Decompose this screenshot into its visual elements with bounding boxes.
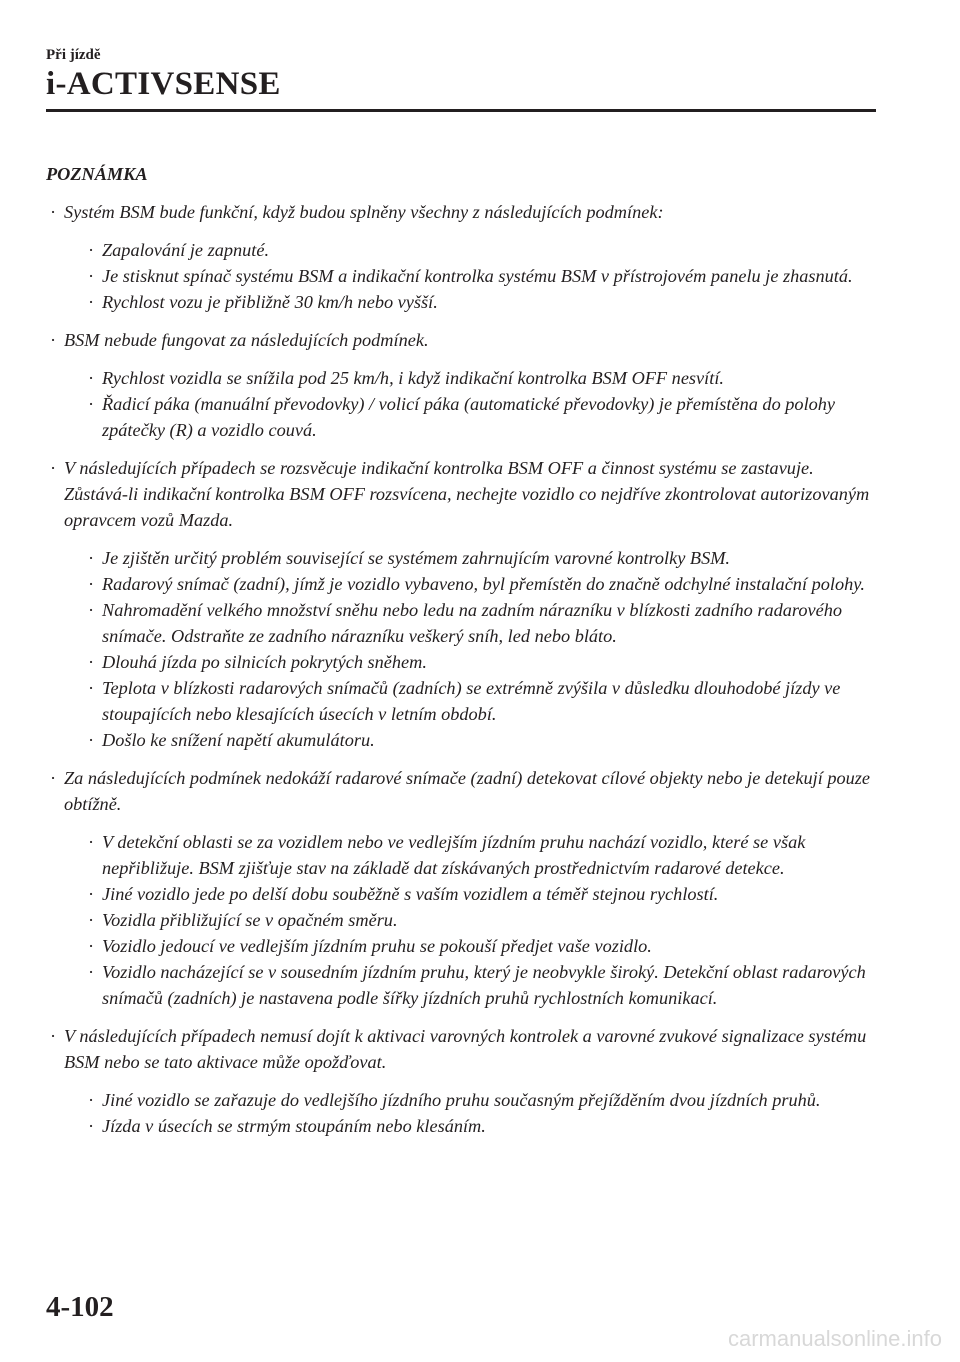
- sub-item: [64, 727, 876, 753]
- sub-item-text: Vozidla přibližující se v opačném směru.: [102, 910, 398, 930]
- sub-item-text: Vozidlo jedoucí ve vedlejším jízdním pruhu se pokouší předjet vaše vozidlo.: [102, 936, 652, 956]
- sub-item: [64, 365, 876, 391]
- sub-item: [64, 829, 876, 881]
- sub-item: [64, 1087, 876, 1113]
- sub-list: [64, 365, 876, 443]
- sub-item-text: Řadicí páka (manuální převodovky) / volicí páka (automatické převodovky) je přemístěna do polohy zpátečky (R) a vozidlo couvá.: [102, 394, 836, 440]
- bullet-icon: ·: [88, 266, 95, 286]
- note-item: [46, 327, 876, 443]
- note-item-text: BSM nebude fungovat za následujících podmínek.: [64, 330, 429, 350]
- sub-item: [64, 597, 876, 649]
- sub-item-text: Teplota v blízkosti radarových snímačů (zadních) se extrémně zvýšila v důsledku dlouhodobé jízdy ve stoupajících nebo klesajících úsecích v letním období.: [102, 678, 841, 724]
- sub-item: [64, 959, 876, 1011]
- sub-item-text: Došlo ke snížení napětí akumulátoru.: [102, 730, 375, 750]
- bullet-icon: ·: [88, 548, 95, 568]
- sub-item: [64, 289, 876, 315]
- sub-list: [64, 829, 876, 1011]
- sub-item-text: Radarový snímač (zadní), jímž je vozidlo vybaveno, byl přemístěn do značně odchylné instalační polohy.: [102, 574, 865, 594]
- watermark: carmanualsonline.info: [727, 1326, 942, 1351]
- sub-item: [64, 907, 876, 933]
- bullet-icon: ·: [88, 832, 95, 852]
- sub-item-text: Rychlost vozu je přibližně 30 km/h nebo vyšší.: [102, 292, 438, 312]
- bullet-icon: ·: [50, 768, 57, 788]
- bullet-icon: ·: [88, 884, 95, 904]
- sub-item: [64, 391, 876, 443]
- note-item: [46, 455, 876, 753]
- sub-list: [64, 545, 876, 753]
- sub-item: [64, 263, 876, 289]
- bullet-icon: ·: [88, 1090, 95, 1110]
- bullet-icon: ·: [88, 936, 95, 956]
- sub-item: [64, 545, 876, 571]
- note-item-text: Za následujících podmínek nedokáží radarové snímače (zadní) detekovat cílové objekty nebo je detekují pouze obtížně.: [64, 768, 870, 814]
- bullet-icon: ·: [88, 730, 95, 750]
- bullet-icon: ·: [88, 240, 95, 260]
- section-label: Při jízdě: [46, 47, 101, 63]
- sub-item: [64, 675, 876, 727]
- bullet-icon: ·: [88, 600, 95, 620]
- bullet-icon: ·: [50, 458, 57, 478]
- sub-item: [64, 571, 876, 597]
- sub-item-text: Dlouhá jízda po silnicích pokrytých sněhem.: [102, 652, 427, 672]
- sub-item: [64, 933, 876, 959]
- sub-item-text: Jiné vozidlo se zařazuje do vedlejšího jízdního pruhu současným přejížděním dvou jízdních pruhů.: [102, 1090, 821, 1110]
- sub-item-text: Je zjištěn určitý problém související se systémem zahrnujícím varovné kontrolky BSM.: [102, 548, 731, 568]
- sub-item-text: Jiné vozidlo jede po delší dobu souběžně s vaším vozidlem a téměř stejnou rychlostí.: [102, 884, 719, 904]
- sub-item-text: Zapalování je zapnuté.: [102, 240, 270, 260]
- bullet-icon: ·: [88, 652, 95, 672]
- bullet-icon: ·: [88, 368, 95, 388]
- bullet-icon: ·: [88, 962, 95, 982]
- sub-item-text: Je stisknut spínač systému BSM a indikační kontrolka systému BSM v přístrojovém panelu je zhasnutá.: [102, 266, 853, 286]
- sub-item: [64, 649, 876, 675]
- bullet-icon: ·: [88, 394, 95, 414]
- note-item: [46, 765, 876, 1011]
- note-item-text: V následujících případech nemusí dojít k aktivaci varovných kontrolek a varovné zvukové signalizace systému BSM nebo se tato aktivace může opožďovat.: [64, 1026, 867, 1072]
- note-item: [46, 1023, 876, 1139]
- note-item-text: Systém BSM bude funkční, když budou splněny všechny z následujících podmínek:: [64, 202, 664, 222]
- sub-item-text: V detekční oblasti se za vozidlem nebo ve vedlejším jízdním pruhu nachází vozidlo, které se však nepřibližuje. BSM zjišťuje stav na základě dat získávaných prostřednictvím radarové detekce.: [102, 832, 806, 878]
- page-number: 4-102: [46, 1291, 114, 1323]
- bullet-icon: ·: [88, 292, 95, 312]
- sub-list: [64, 237, 876, 315]
- sub-item: [64, 1113, 876, 1139]
- sub-item-text: Rychlost vozidla se snížila pod 25 km/h, i když indikační kontrolka BSM OFF nesvítí.: [102, 368, 724, 388]
- sub-item: [64, 237, 876, 263]
- note-item: [46, 199, 876, 315]
- bullet-icon: ·: [88, 910, 95, 930]
- sub-item-text: Vozidlo nacházející se v sousedním jízdním pruhu, který je neobvykle široký. Detekční oblast radarových snímačů (zadních) je nastavena podle šířky jízdních pruhů rychlostních komunikací.: [102, 962, 866, 1008]
- sub-list: [64, 1087, 876, 1139]
- bullet-icon: ·: [50, 1026, 57, 1046]
- sub-item-text: Jízda v úsecích se strmým stoupáním nebo klesáním.: [102, 1116, 486, 1136]
- bullet-icon: ·: [88, 574, 95, 594]
- chapter-title: i-ACTIVSENSE: [46, 66, 281, 102]
- note-heading: POZNÁMKA: [46, 164, 148, 184]
- note-item-text: V následujících případech se rozsvěcuje indikační kontrolka BSM OFF a činnost systému se zastavuje. Zůstává-li indikační kontrolka BSM OFF rozsvícena, nechejte vozidlo co nejdříve zkontrolovat autorizovaným opravcem vozů Mazda.: [64, 458, 870, 530]
- bullet-icon: ·: [50, 202, 57, 222]
- note-content: [46, 161, 876, 1151]
- sub-item-text: Nahromadění velkého množství sněhu nebo ledu na zadním nárazníku v blízkosti zadního radarového snímače. Odstraňte ze zadního nárazníku veškerý sníh, led nebo bláto.: [102, 600, 842, 646]
- bullet-icon: ·: [50, 330, 57, 350]
- header-divider: [46, 109, 876, 112]
- sub-item: [64, 881, 876, 907]
- bullet-icon: ·: [88, 678, 95, 698]
- bullet-icon: ·: [88, 1116, 95, 1136]
